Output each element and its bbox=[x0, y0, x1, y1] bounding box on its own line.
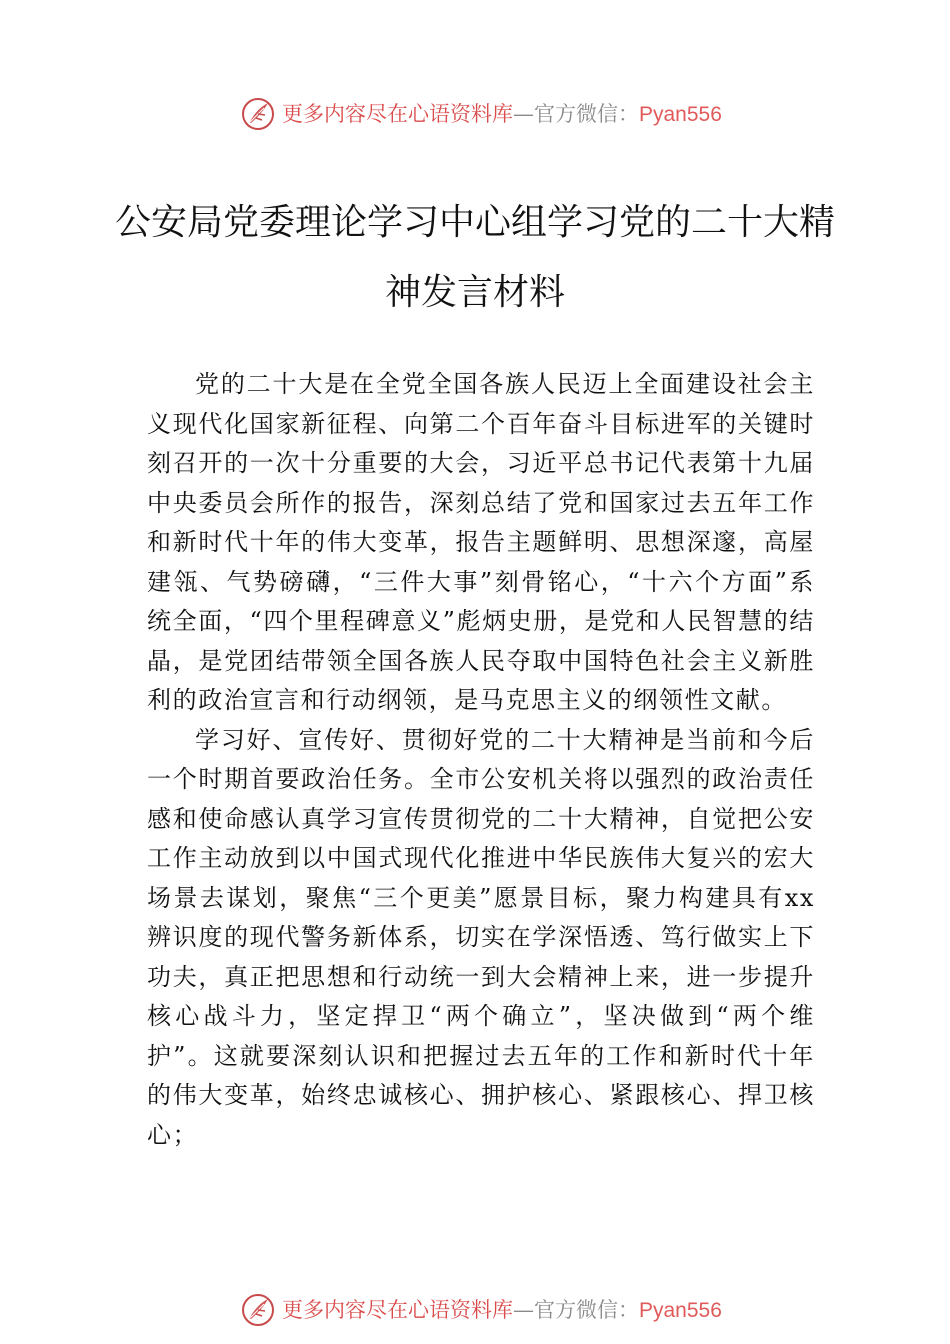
document-title: 公安局党委理论学习中心组学习党的二十大精神发言材料 bbox=[114, 202, 835, 313]
watermark-text bbox=[282, 101, 722, 126]
header-watermark bbox=[240, 94, 760, 134]
feather-logo-icon bbox=[240, 1292, 276, 1328]
watermark-wechat-id: Pyan556 bbox=[639, 1298, 722, 1322]
watermark-library-name: 更多内容尽在心语资料库 bbox=[282, 101, 513, 126]
feather-logo-icon bbox=[240, 96, 276, 132]
document-body bbox=[147, 365, 815, 1155]
paragraph-1: 党的二十大是在全党全国各族人民迈上全面建设社会主义现代化国家新征程、向第二个百年奋斗目标进军的关键时刻召开的一次十分重要的大会，习近平总书记代表第十九届中央委员会所作的报告，深刻总结了党和国家过去五年工作和新时代十年的伟大变革，报告主题鲜明、思想深邃，高屋建瓴、气势磅礴，“三件大事”刻骨铭心，“十六个方面”系统全面，“四个里程碑意义”彪炳史册，是党和人民智慧的结晶，是党团结带领全国各族人民夺取中国特色社会主义新胜利的政治宣言和行动纲领，是马克思主义的纲领性文献。 bbox=[147, 370, 815, 714]
footer-watermark bbox=[240, 1290, 760, 1330]
watermark-wechat-id: Pyan556 bbox=[639, 102, 722, 126]
watermark-wechat-label: —官方微信： bbox=[513, 101, 639, 126]
paragraph-2: 学习好、宣传好、贯彻好党的二十大精神是当前和今后一个时期首要政治任务。全市公安机关将以强烈的政治责任感和使命感认真学习宣传贯彻党的二十大精神，自觉把公安工作主动放到以中国式现代化推进中华民族伟大复兴的宏大场景去谋划，聚焦“三个更美”愿景目标，聚力构建具有xx辨识度的现代警务新体系，切实在学深悟透、笃行做实上下功夫，真正把思想和行动统一到大会精神上来，进一步提升核心战斗力，坚定捍卫“两个确立”，坚决做到“两个维护”。这就要深刻认识和把握过去五年的工作和新时代十年的伟大变革，始终忠诚核心、拥护核心、紧跟核心、捍卫核心； bbox=[147, 725, 815, 1149]
watermark-text bbox=[282, 1297, 722, 1322]
watermark-wechat-label: —官方微信： bbox=[513, 1297, 639, 1322]
watermark-library-name: 更多内容尽在心语资料库 bbox=[282, 1297, 513, 1322]
